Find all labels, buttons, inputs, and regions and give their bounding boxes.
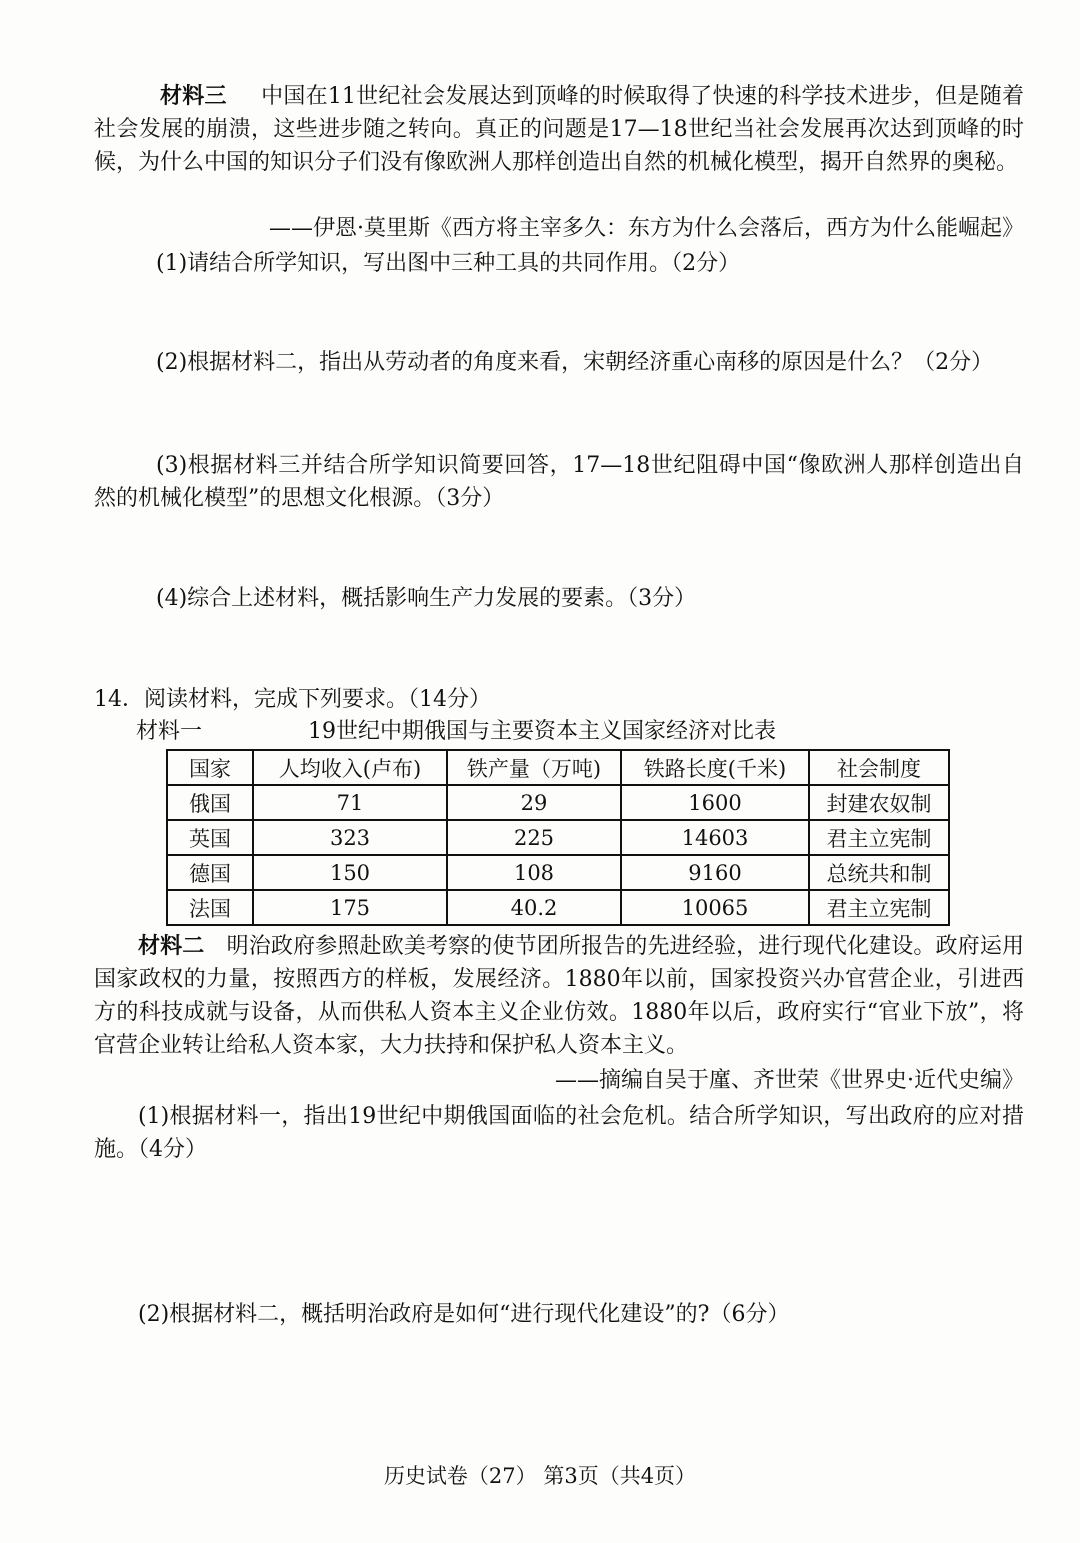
table-cell: 225 [447, 820, 621, 855]
table-header: 人均收入(卢布) [253, 750, 447, 785]
material-3-tag: 材料三 [160, 83, 227, 109]
table-cell: 108 [447, 855, 621, 890]
material-3-paragraph [94, 80, 1024, 179]
table-header-row [167, 750, 949, 785]
table-cell: 俄国 [167, 785, 253, 820]
material-2-tag: 材料二 [138, 933, 205, 959]
table-cell: 14603 [621, 820, 809, 855]
table-row [167, 890, 949, 925]
q14-part-1: (1)根据材料一，指出19世纪中期俄国面临的社会危机。结合所学知识，写出政府的应对措施。（4分） [94, 1104, 1024, 1162]
table-title: 19世纪中期俄国与主要资本主义国家经济对比表 [308, 719, 776, 744]
table-cell: 40.2 [447, 890, 621, 925]
table-cell: 10065 [621, 890, 809, 925]
table-header: 国家 [167, 750, 253, 785]
table-cell: 德国 [167, 855, 253, 890]
table-header: 铁路长度(千米) [621, 750, 809, 785]
q13-part-2: (2)根据材料二，指出从劳动者的角度来看，宋朝经济重心南移的原因是什么？（2分） [156, 350, 994, 375]
material-2-paragraph [94, 930, 1024, 1062]
table-cell: 9160 [621, 855, 809, 890]
table-row [167, 820, 949, 855]
table-cell: 总统共和制 [809, 855, 949, 890]
q14-material-1-tag: 材料一 [136, 719, 203, 744]
table-cell: 君主立宪制 [809, 890, 949, 925]
table-cell: 29 [447, 785, 621, 820]
q14-heading: 14．阅读材料，完成下列要求。（14分） [94, 687, 491, 712]
q13-part-1: (1)请结合所学知识，写出图中三种工具的共同作用。（2分） [156, 251, 741, 276]
table-cell: 英国 [167, 820, 253, 855]
material-3-source: ——伊恩·莫里斯《西方将主宰多久：东方为什么会落后，西方为什么能崛起》 [269, 216, 1024, 241]
q13-part-4: (4)综合上述材料，概括影响生产力发展的要素。（3分） [156, 586, 697, 611]
table-cell: 150 [253, 855, 447, 890]
table-header: 社会制度 [809, 750, 949, 785]
table-header: 铁产量（万吨) [447, 750, 621, 785]
table-cell: 封建农奴制 [809, 785, 949, 820]
table-cell: 323 [253, 820, 447, 855]
table-cell: 君主立宪制 [809, 820, 949, 855]
table-cell: 1600 [621, 785, 809, 820]
table-cell: 175 [253, 890, 447, 925]
material-3-text: 中国在11世纪社会发展达到顶峰的时候取得了快速的科学技术进步，但是随着社会发展的崩溃，这些进步随之转向。真正的问题是17—18世纪当社会发展再次达到顶峰的时候，为什么中国的知识分子们没有像欧洲人那样创造出自然的机械化模型，揭开自然界的奥秘。 [94, 84, 1024, 175]
table-cell: 法国 [167, 890, 253, 925]
table-cell: 71 [253, 785, 447, 820]
economy-comparison-table [166, 749, 950, 926]
material-2-text: 明治政府参照赴欧美考察的使节团所报告的先进经验，进行现代化建设。政府运用国家政权的力量，按照西方的样板，发展经济。1880年以前，国家投资兴办官营企业，引进西方的科技成就与设备，从而供私人资本主义企业仿效。1880年以后，政府实行“官业下放”，将官营企业转让给私人资本家，大力扶持和保护私人资本主义。 [94, 934, 1024, 1058]
q13-part-3: (3)根据材料三并结合所学知识简要回答，17—18世纪阻碍中国“像欧洲人那样创造出自然的机械化模型”的思想文化根源。（3分） [94, 453, 1024, 511]
table-row [167, 855, 949, 890]
page-footer: 历史试卷（27） 第3页（共4页） [383, 1464, 697, 1488]
table-row [167, 785, 949, 820]
material-2-source: ——摘编自吴于廑、齐世荣《世界史·近代史编》 [555, 1068, 1024, 1093]
q14-part-2: (2)根据材料二，概括明治政府是如何“进行现代化建设”的?（6分） [138, 1302, 790, 1327]
